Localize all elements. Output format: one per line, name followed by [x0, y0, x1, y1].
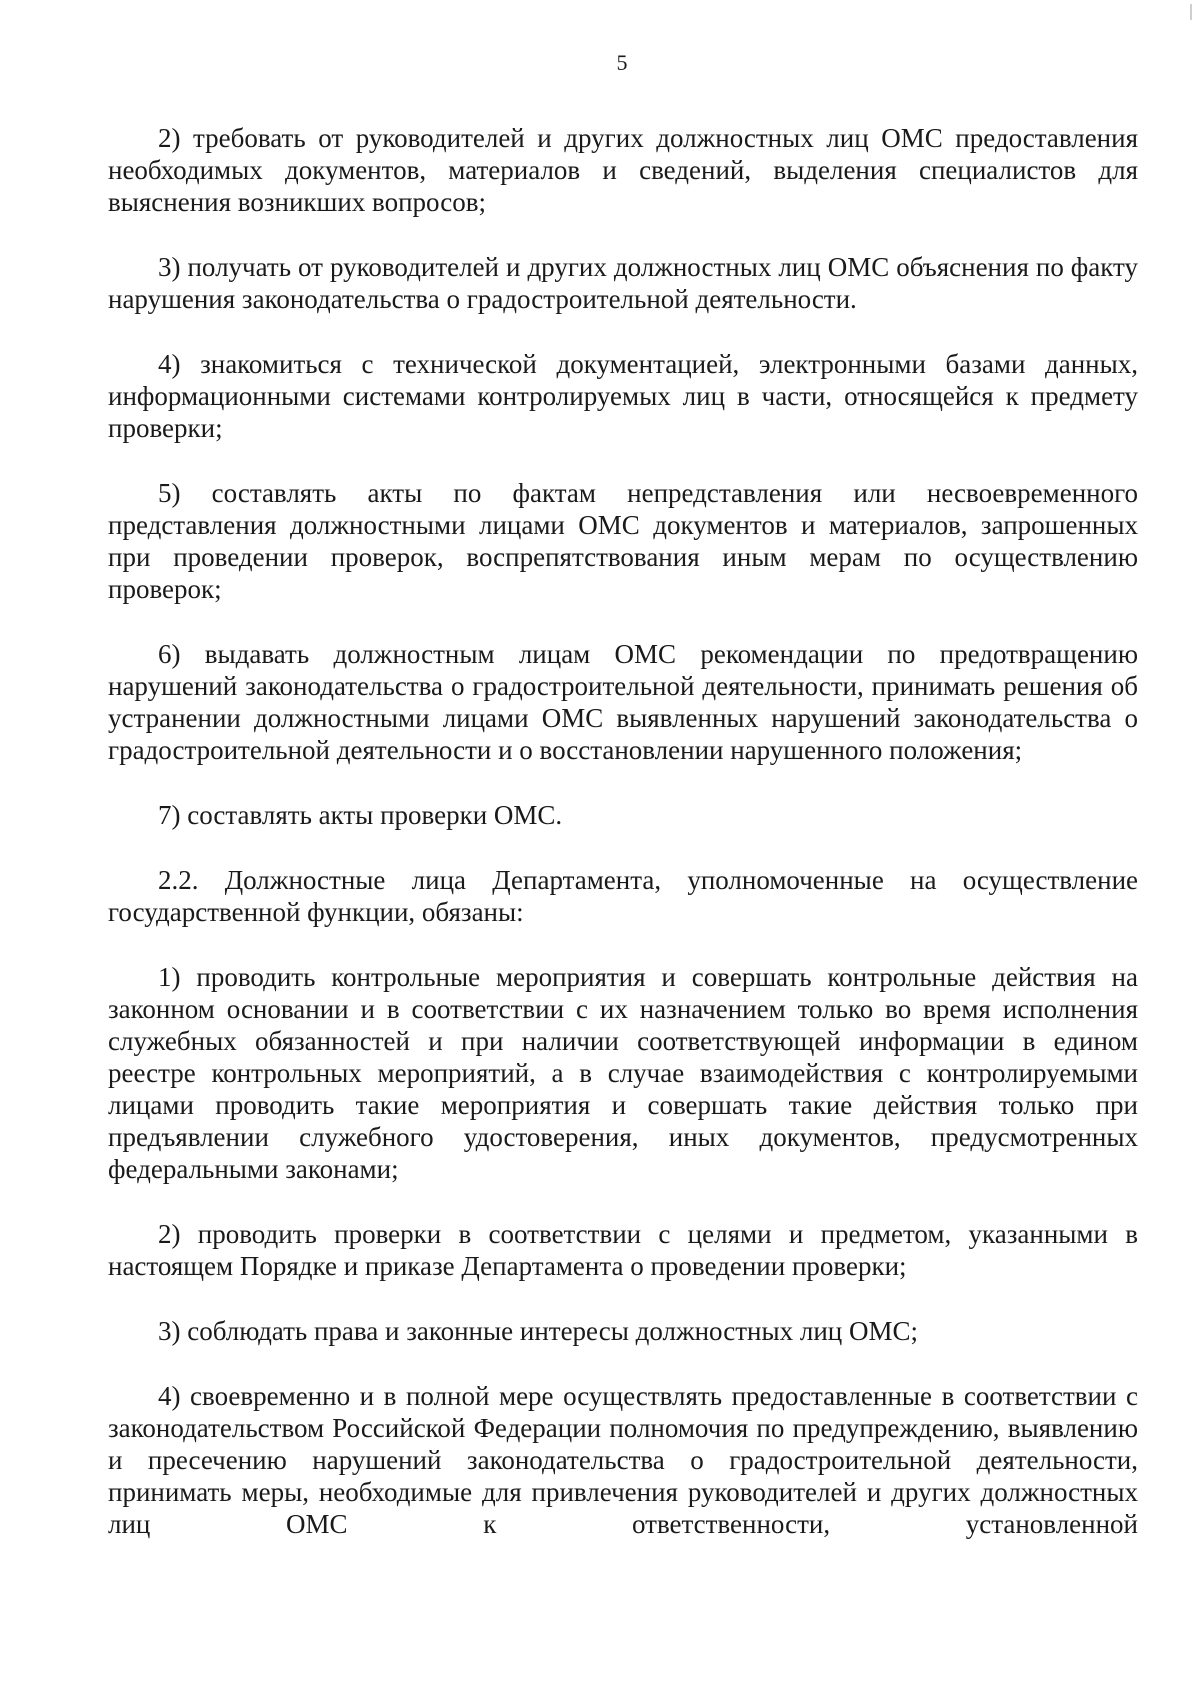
paragraph-right-2: 2) требовать от руководителей и других должностных лиц ОМС предоставления необходимых документов, материалов и сведений, выделения специалистов для выяснения возникших вопросов; [108, 123, 1138, 217]
document-body [108, 122, 1138, 1540]
paragraph-duty-4: 4) своевременно и в полной мере осуществлять предоставленные в соответствии с законодательством Российской Федерации полномочия по предупреждению, выявлению и пресечению нарушений законодательства о градостроительной деятельности, принимать меры, необходимые для привлечения руководителей и других должностных лиц ОМС к ответственности, установленной [108, 1381, 1138, 1539]
paragraph-right-4: 4) знакомиться с технической документацией, электронными базами данных, информационными системами контролируемых лиц в части, относящейся к предмету проверки; [108, 349, 1138, 443]
paragraph-right-3: 3) получать от руководителей и других должностных лиц ОМС объяснения по факту нарушения законодательства о градостроительной деятельности. [108, 252, 1138, 314]
scan-edge-mark [1190, 4, 1192, 20]
paragraph-duty-3: 3) соблюдать права и законные интересы должностных лиц ОМС; [158, 1316, 918, 1346]
paragraph-right-6: 6) выдавать должностным лицам ОМС рекомендации по предотвращению нарушений законодательства о градостроительной деятельности, принимать решения об устранении должностными лицами ОМС выявленных нарушений законодательства о градостроительной деятельности и о восстановлении нарушенного положения; [108, 639, 1138, 765]
paragraph-right-5: 5) составлять акты по фактам непредставления или несвоевременного представления должностными лицами ОМС документов и материалов, запрошенных при проведении проверок, воспрепятствования иным мерам по осуществлению проверок; [108, 478, 1138, 604]
page-number: 5 [616, 50, 628, 75]
paragraph-duty-2: 2) проводить проверки в соответствии с целями и предметом, указанными в настоящем Порядке и приказе Департамента о проведении проверки; [108, 1219, 1138, 1281]
paragraph-duty-1: 1) проводить контрольные мероприятия и совершать контрольные действия на законном основании и в соответствии с их назначением только во время исполнения служебных обязанностей и при наличии соответствующей информации в едином реестре контрольных мероприятий, а в случае взаимодействия с контролируемыми лицами проводить такие мероприятия и совершать такие действия только при предъявлении служебного удостоверения, иных документов, предусмотренных федеральными законами; [108, 962, 1138, 1184]
paragraph-section-2-2: 2.2. Должностные лица Департамента, уполномоченные на осуществление государственной функции, обязаны: [108, 865, 1138, 927]
paragraph-right-7: 7) составлять акты проверки ОМС. [158, 800, 563, 830]
